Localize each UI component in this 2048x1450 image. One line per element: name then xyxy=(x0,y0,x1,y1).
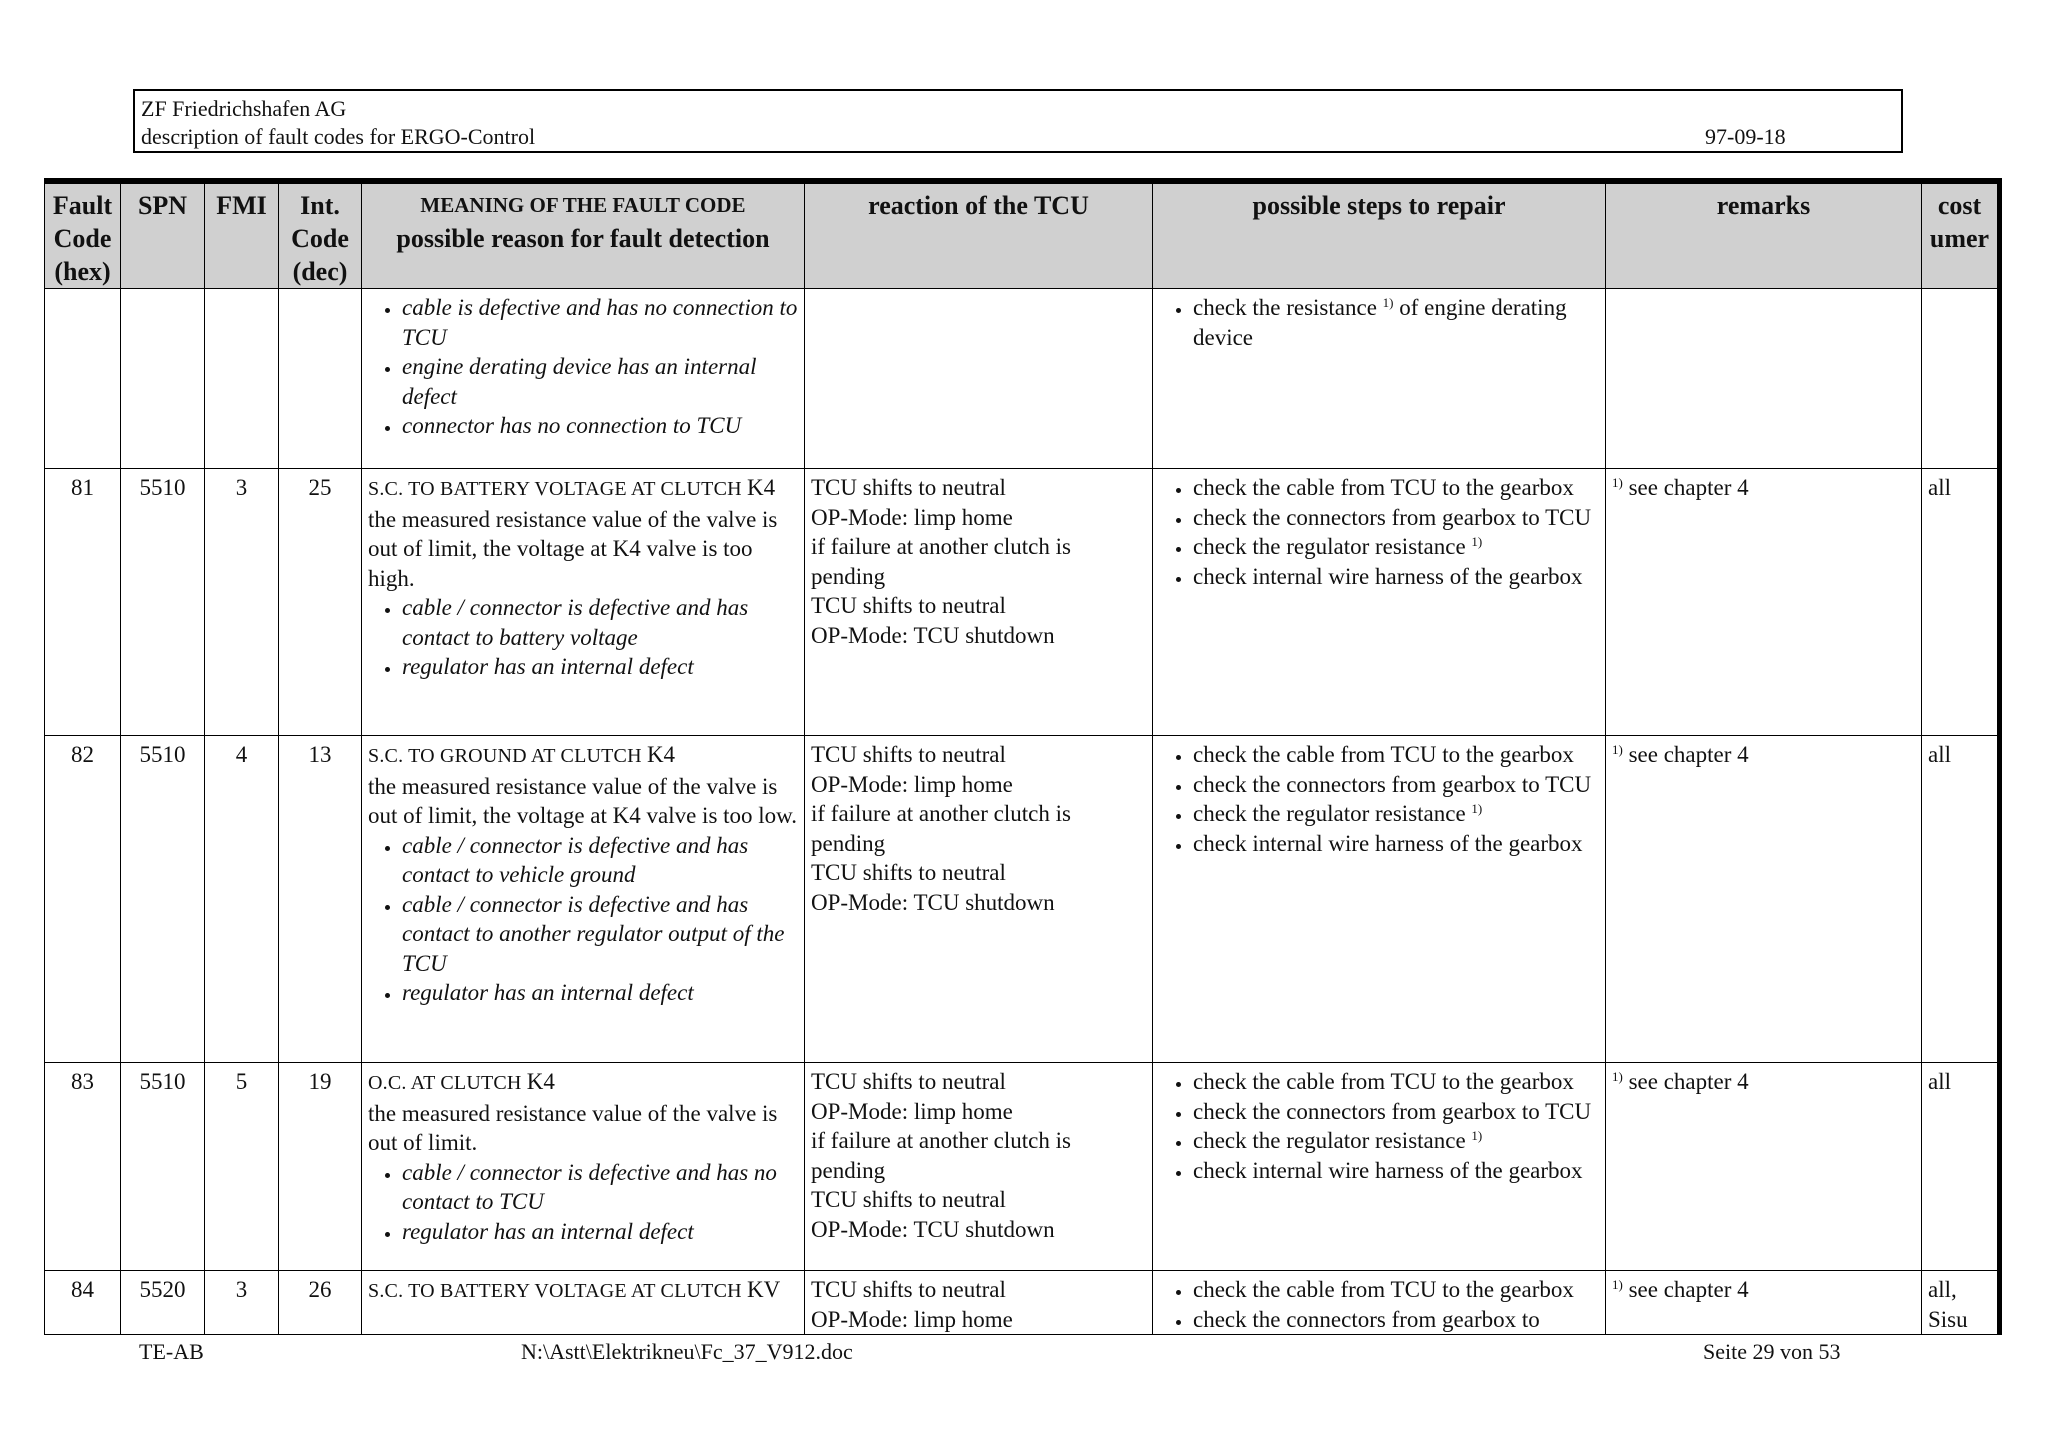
repair-item: • check the cable from TCU to the gearbox xyxy=(1193,740,1599,770)
cause-item: • engine derating device has an internal defect xyxy=(402,352,798,411)
col-meaning-title: MEANING OF THE FAULT CODE xyxy=(420,193,746,217)
repair-item: • check internal wire harness of the gearbox xyxy=(1193,829,1599,859)
repair-item: • check the regulator resistance $^{1)}$ xyxy=(1193,532,1599,562)
footer-department: TE-AB xyxy=(139,1339,204,1364)
col-meaning-sub: possible reason for fault detection xyxy=(396,224,770,253)
col-remarks: remarks xyxy=(1606,181,1922,289)
customer: all xyxy=(1922,469,2000,736)
spn: 5510 xyxy=(121,1063,205,1271)
fmi: 5 xyxy=(205,1063,279,1271)
table-row xyxy=(45,1271,2000,1335)
fault-title: S.C. TO BATTERY VOLTAGE AT CLUTCH xyxy=(368,478,747,500)
cause-item: • cable / connector is defective and has contact to another regulator output of the TCU xyxy=(402,890,798,979)
repair-item: • check the cable from TCU to the gearbox xyxy=(1193,1067,1599,1097)
fault-description: the measured resistance value of the valve is out of limit, the voltage at K4 valve is too low. xyxy=(368,773,798,828)
customer: all, Sisu xyxy=(1922,1271,2000,1335)
fault-title-suffix: K4 xyxy=(646,742,676,767)
cause-item: • regulator has an internal defect xyxy=(402,1217,798,1247)
fault-title-suffix: K4 xyxy=(746,475,776,500)
int-code: 26 xyxy=(279,1271,362,1335)
fault-title: S.C. TO BATTERY VOLTAGE AT CLUTCH xyxy=(368,1280,747,1302)
tcu-reaction: TCU shifts to neutral OP-Mode: limp home if failure at another clutch is pending TCU shifts to neutral OP-Mode: TCU shutdown xyxy=(805,736,1153,1063)
fault-code: 84 xyxy=(45,1271,121,1335)
repair-item: • check the resistance $^{1)}$ of engine derating device xyxy=(1193,293,1599,352)
col-reaction: reaction of the TCU xyxy=(805,181,1153,289)
table-row-continuation xyxy=(45,289,2000,469)
fault-code: 82 xyxy=(45,736,121,1063)
footer-page-number: Seite 29 von 53 xyxy=(1703,1339,1841,1364)
repair-item: • check the regulator resistance $^{1)}$ xyxy=(1193,799,1599,829)
fmi: 4 xyxy=(205,736,279,1063)
fmi: 3 xyxy=(205,469,279,736)
meaning xyxy=(362,736,805,1063)
repair-item: • check the connectors from gearbox to TCU xyxy=(1193,503,1599,533)
cause-item: • cable / connector is defective and has no contact to TCU xyxy=(402,1158,798,1217)
fault-title-suffix: K4 xyxy=(526,1069,555,1094)
spn: 5510 xyxy=(121,469,205,736)
spn: 5510 xyxy=(121,736,205,1063)
fault-title: S.C. TO GROUND AT CLUTCH xyxy=(368,745,647,767)
cause-item: • cable / connector is defective and has contact to vehicle ground xyxy=(402,831,798,890)
int-code: 25 xyxy=(279,469,362,736)
tcu-reaction: TCU shifts to neutral OP-Mode: limp home xyxy=(805,1271,1153,1335)
cause-item: • regulator has an internal defect xyxy=(402,652,798,682)
repair-item: • check internal wire harness of the gearbox xyxy=(1193,562,1599,592)
repair-steps xyxy=(1153,1063,1606,1271)
repair-steps xyxy=(1153,469,1606,736)
cause-item: • cable / connector is defective and has contact to battery voltage xyxy=(402,593,798,652)
table-row xyxy=(45,736,2000,1063)
repair-item: • check the connectors from gearbox to TCU xyxy=(1193,1097,1599,1127)
repair-item: • check the connectors from gearbox to TCU xyxy=(1193,770,1599,800)
continuation-meaning xyxy=(362,289,805,469)
fault-code: 83 xyxy=(45,1063,121,1271)
meaning xyxy=(362,1063,805,1271)
col-repair: possible steps to repair xyxy=(1153,181,1606,289)
col-meaning xyxy=(362,181,805,289)
remarks: $^{1)}$ see chapter 4 xyxy=(1606,1063,1922,1271)
int-code: 13 xyxy=(279,736,362,1063)
meaning xyxy=(362,469,805,736)
repair-steps xyxy=(1153,1271,1606,1335)
document-date: 97-09-18 xyxy=(1705,124,1786,149)
fault-title: O.C. AT CLUTCH xyxy=(368,1072,527,1094)
company-name: ZF Friedrichshafen AG xyxy=(141,96,347,121)
table-header-row xyxy=(45,181,2000,289)
repair-item: • check the connectors from gearbox to xyxy=(1193,1305,1599,1335)
repair-item: • check the regulator resistance $^{1)}$ xyxy=(1193,1126,1599,1156)
fmi: 3 xyxy=(205,1271,279,1335)
remarks: $^{1)}$ see chapter 4 xyxy=(1606,469,1922,736)
repair-steps xyxy=(1153,736,1606,1063)
cause-item: • regulator has an internal defect xyxy=(402,978,798,1008)
document-description: description of fault codes for ERGO-Control xyxy=(141,124,536,149)
col-spn: SPN xyxy=(121,181,205,289)
repair-item: • check internal wire harness of the gearbox xyxy=(1193,1156,1599,1186)
customer: all xyxy=(1922,1063,2000,1271)
col-fmi: FMI xyxy=(205,181,279,289)
remarks: $^{1)}$ see chapter 4 xyxy=(1606,736,1922,1063)
fault-description: the measured resistance value of the valve is out of limit. xyxy=(368,1100,778,1155)
document-header xyxy=(133,89,1903,153)
table-row xyxy=(45,1063,2000,1271)
fault-title-suffix: KV xyxy=(746,1277,781,1302)
fault-code-table xyxy=(44,178,2002,1335)
fault-code: 81 xyxy=(45,469,121,736)
spn: 5520 xyxy=(121,1271,205,1335)
fault-description: the measured resistance value of the valve is out of limit, the voltage at K4 valve is too high. xyxy=(368,506,778,591)
cause-item: • cable is defective and has no connection to TCU xyxy=(402,293,798,352)
tcu-reaction: TCU shifts to neutral OP-Mode: limp home if failure at another clutch is pending TCU shifts to neutral OP-Mode: TCU shutdown xyxy=(805,1063,1153,1271)
tcu-reaction: TCU shifts to neutral OP-Mode: limp home if failure at another clutch is pending TCU shifts to neutral OP-Mode: TCU shutdown xyxy=(805,469,1153,736)
col-fault-code: Fault Code (hex) xyxy=(45,181,121,289)
repair-item: • check the cable from TCU to the gearbox xyxy=(1193,473,1599,503)
continuation-repair xyxy=(1153,289,1606,469)
repair-item: • check the cable from TCU to the gearbox xyxy=(1193,1275,1599,1305)
col-int-code: Int. Code (dec) xyxy=(279,181,362,289)
col-customer: cost umer xyxy=(1922,181,2000,289)
remarks: $^{1)}$ see chapter 4 xyxy=(1606,1271,1922,1335)
footer-file-path: N:\Astt\Elektrikneu\Fc_37_V912.doc xyxy=(521,1339,853,1364)
table-row xyxy=(45,469,2000,736)
customer: all xyxy=(1922,736,2000,1063)
meaning xyxy=(362,1271,805,1335)
int-code: 19 xyxy=(279,1063,362,1271)
cause-item: • connector has no connection to TCU xyxy=(402,411,798,441)
